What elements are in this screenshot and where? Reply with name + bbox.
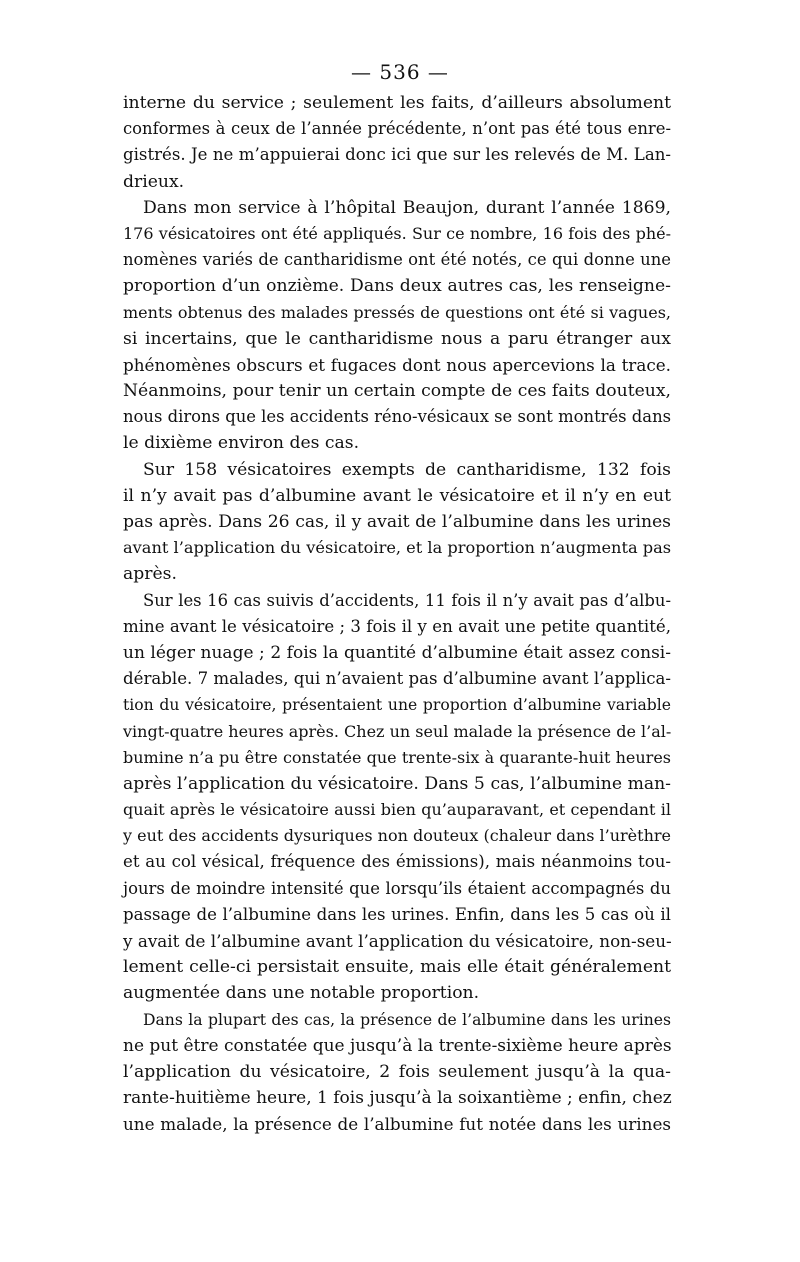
text-line: nous dirons que les accidents réno-vésicaux se sont montrés dans — [123, 407, 672, 427]
paragraph — [123, 1007, 671, 1138]
text-line: Néanmoins, pour tenir un certain compte de ces faits douteux, — [123, 381, 671, 402]
text-line: interne du service ; seulement les faits, d’ailleurs absolument — [123, 93, 671, 113]
text-line: avant l’application du vésicatoire, et la proportion n’augmenta pas — [123, 538, 672, 558]
text-line: l’application du vésicatoire, 2 fois seulement jusqu’à la qua- — [123, 1061, 671, 1082]
text-line: phénomènes obscurs et fugaces dont nous apercevions la trace. — [123, 354, 671, 375]
text-line: quait après le vésicatoire aussi bien qu’auparavant, et cependant il — [123, 800, 671, 820]
paragraph — [123, 588, 671, 1007]
page-number: — 536 — — [351, 60, 449, 84]
text-line: Dans la plupart des cas, la présence de l’albumine dans les urines — [143, 1010, 671, 1029]
text-line: un léger nuage ; 2 fois la quantité d’albumine était assez consi- — [123, 642, 671, 663]
text-line: le dixième environ des cas. — [123, 433, 360, 454]
text-line: y avait de l’albumine avant l’application du vésicatoire, non-seu- — [123, 931, 672, 951]
text-line: ne put être constatée que jusqu’à la trente-sixième heure après — [123, 1035, 672, 1056]
text-line: conformes à ceux de l’année précédente, n’ont pas été tous enre- — [123, 119, 671, 139]
text-line: vingt-quatre heures après. Chez un seul malade la présence de l’al- — [123, 721, 672, 741]
text-line: nomènes variés de cantharidisme ont été notés, ce qui donne une — [123, 250, 671, 270]
text-line: Sur 158 vésicatoires exempts de cantharidisme, 132 fois — [143, 459, 671, 480]
text-line: y eut des accidents dysuriques non douteux (chaleur dans l’urèthre — [123, 826, 671, 846]
text-line: bumine n’a pu être constatée que trente-six à quarante-huit heures — [123, 747, 671, 767]
text-line: dérable. 7 malades, qui n’avaient pas d’albumine avant l’applica- — [123, 669, 671, 689]
text-line: drieux. — [123, 171, 185, 192]
text-line: 176 vésicatoires ont été appliqués. Sur ce nombre, 16 fois des phé- — [123, 223, 671, 243]
text-line: une malade, la présence de l’albumine fut notée dans les urines — [123, 1114, 671, 1135]
text-line: Dans mon service à l’hôpital Beaujon, durant l’année 1869, — [143, 197, 671, 218]
text-line: après l’application du vésicatoire. Dans 5 cas, l’albumine man- — [123, 773, 671, 794]
text-line: il n’y avait pas d’albumine avant le vésicatoire et il n’y en eut — [123, 485, 671, 506]
text-line: augmentée dans une notable proportion. — [123, 983, 480, 1004]
text-line: rante-huitième heure, 1 fois jusqu’à la soixantième ; enfin, chez — [123, 1088, 672, 1109]
text-line: tion du vésicatoire, présentaient une proportion d’albumine variable — [123, 696, 671, 715]
text-line: proportion d’un onzième. Dans deux autres cas, les renseigne- — [123, 276, 671, 297]
text-line: ments obtenus des malades pressés de questions ont été si vagues, — [123, 302, 671, 322]
text-line: jours de moindre intensité que lorsqu’ils étaient accompagnés du — [123, 878, 671, 898]
paragraph — [123, 195, 671, 457]
text-line: mine avant le vésicatoire ; 3 fois il y en avait une petite quantité, — [123, 616, 671, 636]
text-line: et au col vésical, fréquence des émissions), mais néanmoins tou- — [123, 852, 671, 872]
text-line: passage de l’albumine dans les urines. Enfin, dans les 5 cas où il — [123, 904, 671, 924]
text-line: lement celle-ci persistait ensuite, mais elle était généralement — [123, 957, 671, 978]
text-line: après. — [123, 564, 177, 585]
text-line: si incertains, que le cantharidisme nous a paru étranger aux — [123, 328, 671, 349]
text-line: pas après. Dans 26 cas, il y avait de l’albumine dans les urines — [123, 512, 671, 532]
text-line: Sur les 16 cas suivis d’accidents, 11 fois il n’y avait pas d’albu- — [143, 590, 671, 610]
text-line: gistrés. Je ne m’appuierai donc ici que sur les relevés de M. Lan- — [123, 145, 671, 165]
body-text — [123, 90, 671, 1138]
paragraph — [123, 457, 671, 588]
paragraph — [123, 90, 671, 195]
